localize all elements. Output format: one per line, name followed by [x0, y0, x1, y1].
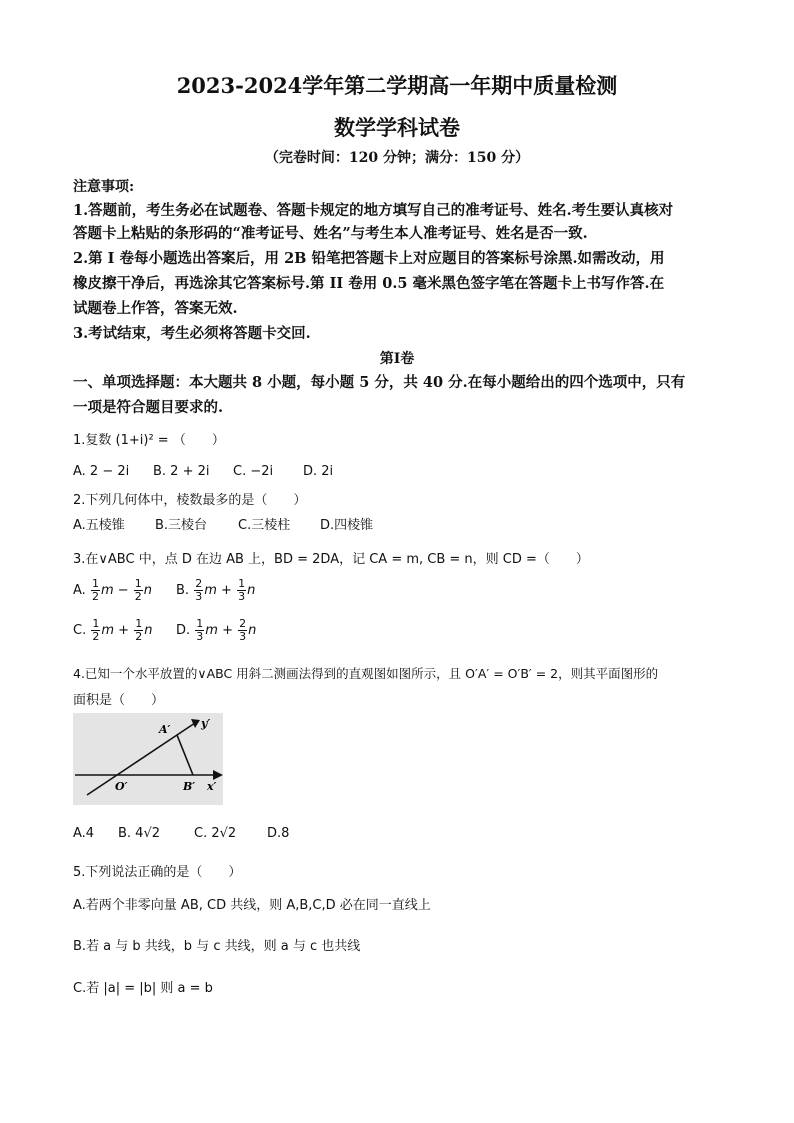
label-o: O′ — [115, 780, 128, 793]
question-1-option: C. −2i — [233, 464, 274, 479]
question-2-option: B.三棱台 — [155, 518, 208, 533]
section-instructions: 一、单项选择题：本大题共 8 小题，每小题 5 分，共 40 分.在每小题给出的四个选项中，只有 — [73, 374, 686, 391]
label-y: y′ — [201, 717, 211, 730]
question-3-option-c: C. $\frac{1}{2}$ m + $\frac{1}{2}$ n — [73, 617, 153, 643]
segment-a-b — [177, 735, 193, 775]
y-axis-arrow — [191, 719, 200, 728]
notes-line: 橡皮擦干净后，再选涂其它答案标号.第 II 卷用 0.5 毫米黑色签字笔在答题卡上书写作答.在 — [73, 275, 665, 292]
fraction: $\frac{1}{2}$ — [134, 577, 142, 603]
question-1-option: D. 2i — [303, 464, 334, 479]
exam-title: 2023-2024学年第二学期高一年期中质量检测 — [176, 73, 618, 98]
oblique-projection-figure — [73, 713, 223, 805]
option-letter: B. — [176, 583, 190, 598]
notes-line: 试题卷上作答，答案无效. — [73, 300, 238, 317]
notes-line: 1.答题前，考生务必在试题卷、答题卡规定的地方填写自己的准考证号、姓名.考生要认真核对 — [73, 202, 674, 219]
exam-info: （完卷时间：120 分钟；满分：150 分） — [264, 150, 530, 166]
question-5-option: C.若 |a| = |b| 则 a = b — [73, 981, 213, 996]
section-instructions: 一项是符合题目要求的. — [73, 399, 224, 416]
question-1-option: A. 2 − 2i — [73, 464, 130, 479]
question-1-stem: 1.复数 (1+i)² = （ ） — [73, 433, 225, 448]
question-5-stem: 5.下列说法正确的是（ ） — [73, 865, 242, 880]
label-b: B′ — [183, 780, 196, 793]
notes-line: 答题卡上粘贴的条形码的“准考证号、姓名”与考生本人准考证号、姓名是否一致. — [73, 225, 588, 242]
question-4-stem: 面积是（ ） — [73, 693, 165, 708]
label-a: A′ — [159, 723, 171, 736]
option-letter: A. — [73, 583, 86, 598]
question-3-option-b: B. $\frac{2}{3}$ m + $\frac{1}{3}$ n — [176, 577, 256, 603]
label-x: x′ — [207, 780, 217, 793]
question-5-option: B.若 a 与 b 共线，b 与 c 共线，则 a 与 c 也共线 — [73, 939, 361, 954]
exam-subject: 数学学科试卷 — [334, 115, 460, 140]
x-axis-arrow — [213, 770, 223, 780]
fraction: $\frac{2}{3}$ — [195, 577, 203, 603]
option-letter: D. — [176, 623, 191, 638]
question-4-option: C. 2√2 — [194, 826, 237, 841]
question-3-stem: 3.在∨ABC 中，点 D 在边 AB 上，BD = 2DA，记 CA = m, CB = n，则 CD =（ ） — [73, 552, 589, 567]
fraction: $\frac{1}{3}$ — [196, 617, 204, 643]
question-3-option-d: D. $\frac{1}{3}$ m + $\frac{2}{3}$ n — [176, 617, 257, 643]
fraction: $\frac{1}{2}$ — [135, 617, 143, 643]
fraction: $\frac{1}{2}$ — [91, 577, 99, 603]
question-2-option: C.三棱柱 — [238, 518, 291, 533]
question-2-option: D.四棱锥 — [320, 518, 374, 533]
fraction: $\frac{2}{3}$ — [239, 617, 247, 643]
notes-heading: 注意事项: — [73, 179, 135, 195]
question-2-option: A.五棱锥 — [73, 518, 125, 533]
question-4-option: D.8 — [267, 826, 290, 841]
question-1-option: B. 2 + 2i — [153, 464, 210, 479]
option-letter: C. — [73, 623, 87, 638]
fraction: $\frac{1}{2}$ — [92, 617, 100, 643]
notes-line: 3.考试结束，考生必须将答题卡交回. — [73, 325, 311, 342]
notes-line: 2.第 I 卷每小题选出答案后，用 2B 铅笔把答题卡上对应题目的答案标号涂黑.如需改动，用 — [73, 250, 665, 267]
question-2-stem: 2.下列几何体中，棱数最多的是（ ） — [73, 493, 307, 508]
fraction: $\frac{1}{3}$ — [238, 577, 246, 603]
section-title: 第I卷 — [379, 351, 415, 367]
question-5-option: A.若两个非零向量 AB, CD 共线，则 A,B,C,D 必在同一直线上 — [73, 898, 431, 913]
question-4-option: B. 4√2 — [118, 826, 161, 841]
question-4-stem: 4.已知一个水平放置的∨ABC 用斜二测画法得到的直观图如图所示，且 O′A′ = O′B′ = 2，则其平面图形的 — [73, 666, 659, 681]
question-4-option: A.4 — [73, 826, 95, 841]
figure-svg — [73, 713, 223, 805]
y-axis — [87, 723, 195, 795]
question-3-option-a: A. $\frac{1}{2}$ m − $\frac{1}{2}$ n — [73, 577, 153, 603]
